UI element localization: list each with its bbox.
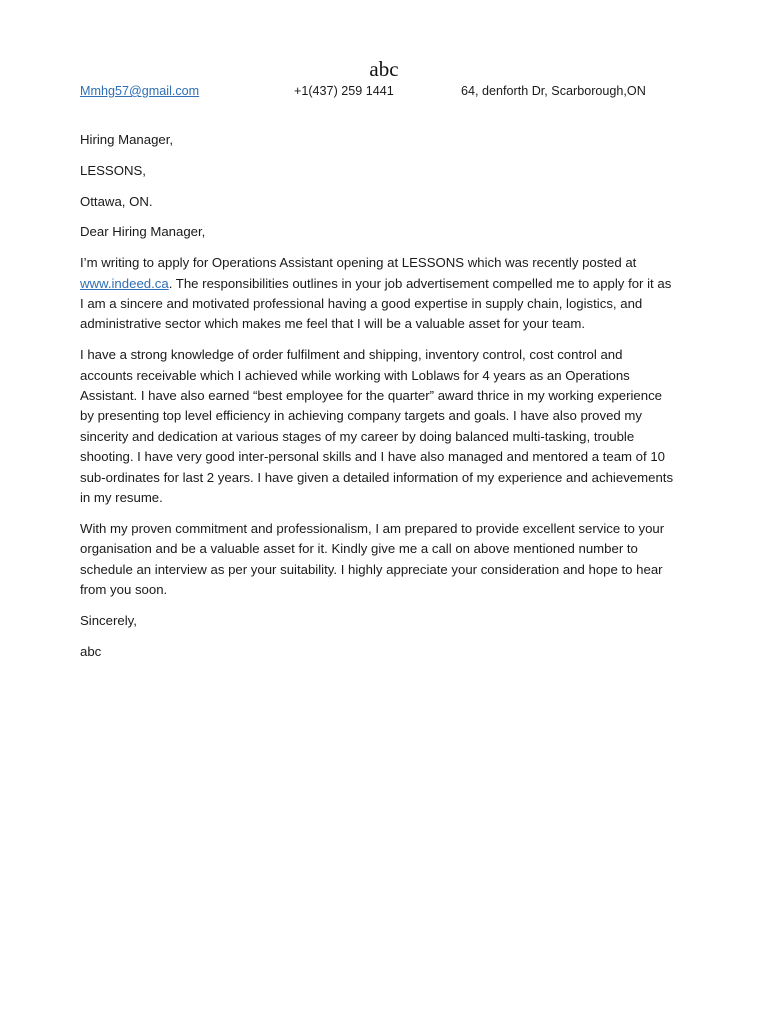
signature: abc	[80, 643, 102, 659]
paragraph-2: I have a strong knowledge of order fulfilment and shipping, inventory control, cost control and accounts receivable which I achieved while working with Loblaws for 4 years as an Operations Assistant. I have also earned “best employee for the quarter” award thrice in my working experience by presenting top level efficiency in achieving company targets and goals. I have also proved my sincerity and dedication at various stages of my career by doing balanced multi-tasking, trouble shooting. I have very good inter-personal skills and I have also managed and mentored a team of 10 sub-ordinates for last 2 years. I have given a detailed information of my experience and achievements in my resume.	[80, 347, 674, 506]
phone-number: +1(437) 259 1441	[294, 84, 394, 98]
recipient-line-2: LESSONS,	[80, 162, 146, 178]
sender-name-heading: abc	[369, 57, 399, 81]
paragraph-1-intro: I’m writing to apply for Operations Assistant opening at LESSONS which was recently posted at	[80, 255, 637, 271]
letter-body	[80, 130, 678, 672]
recipient-line-1: Hiring Manager,	[80, 132, 174, 147]
recipient-line-3: Ottawa, ON.	[80, 193, 153, 209]
indeed-link[interactable]: www.indeed.ca	[80, 275, 169, 291]
paragraph-1-rest: . The responsibilities outlines in your job advertisement compelled me to apply for it as I am a sincere and motivated professional having a good expertise in supply chain, logistics, and administrative sector which makes me feel that I will be a valuable asset for your team.	[80, 275, 672, 332]
salutation: Dear Hiring Manager,	[80, 224, 206, 240]
contact-row	[80, 82, 680, 100]
paragraph-3: With my proven commitment and professionalism, I am prepared to provide excellent service to your organisation and be a valuable asset for it. Kindly give me a call on above mentioned number to schedule an interview as per your suitability. I highly appreciate your consideration and hope to hear from you soon.	[80, 520, 665, 598]
paragraph-1	[80, 253, 678, 335]
address: 64, denforth Dr, Scarborough,ON	[461, 84, 646, 98]
closing: Sincerely,	[80, 612, 137, 628]
email-link[interactable]: Mmhg57@gmail.com	[80, 84, 200, 98]
